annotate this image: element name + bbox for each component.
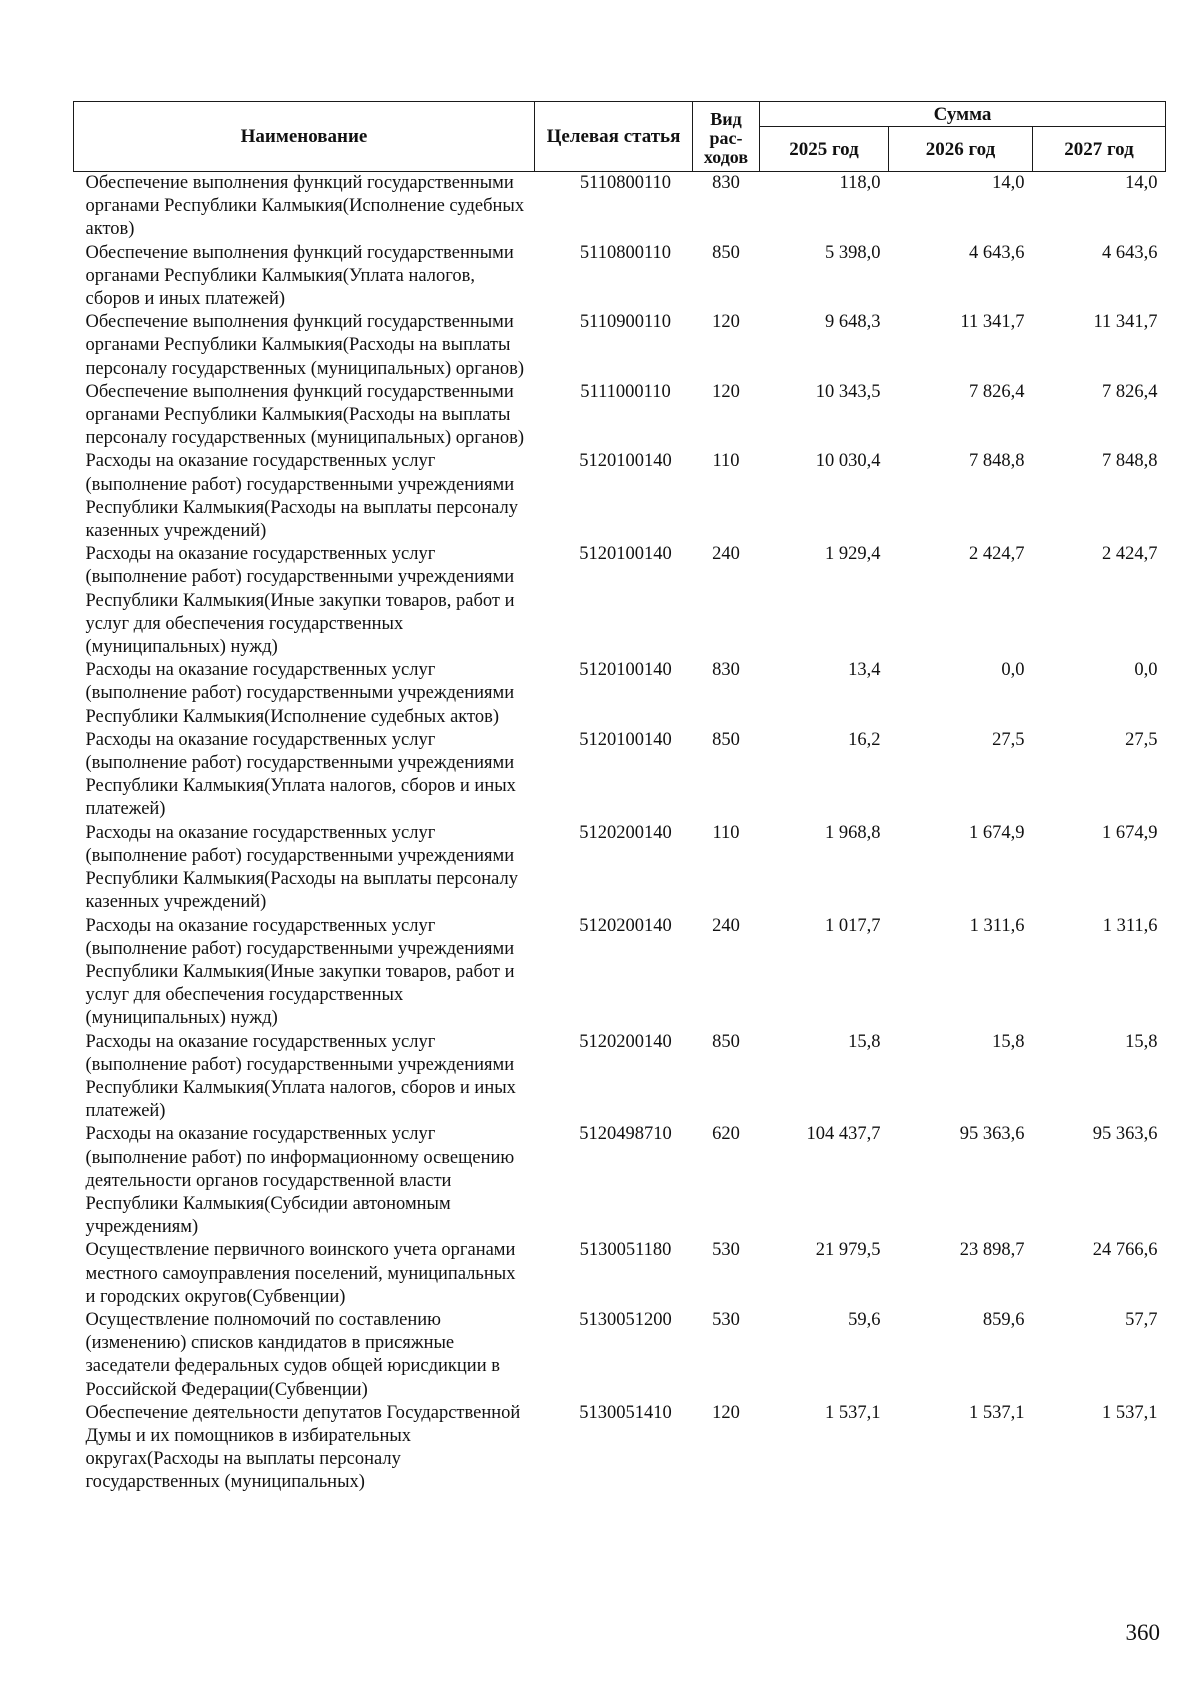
header-sum: Сумма [760,102,1166,127]
row-target-article: 5120498710 [579,1124,672,1145]
row-sum-2026: 27,5 [992,729,1025,750]
row-expense-type: 620 [712,1124,740,1145]
row-sum-2026: 14,0 [992,173,1025,193]
row-target-article: 5120200140 [579,1031,672,1052]
row-sum-2026: 4 643,6 [969,242,1025,263]
row-sum-2026: 1 311,6 [969,915,1025,936]
row-sum-2026: 1 674,9 [969,822,1025,843]
row-sum-2027: 1 674,9 [1102,822,1158,843]
row-sum-2027: 15,8 [1125,1031,1158,1052]
table-row [74,1402,1166,1495]
table-row [74,172,1166,242]
row-name: Расходы на оказание государственных услуг (выполнение работ) государственными учреждениями Республики Калмыкия(Иные закупки товаров, работ и услуг для обеспечения государственных (муниципальных) нужд) [85,915,515,1029]
row-sum-2026: 0,0 [1001,660,1025,681]
page-number: 360 [1125,1620,1160,1645]
table-row [74,915,1166,1031]
row-name: Расходы на оказание государственных услуг (выполнение работ) государственными учреждениями Республики Калмыкия(Иные закупки товаров, работ и услуг для обеспечения государственных (муниципальных) нужд) [85,544,515,658]
header-year-2027: 2027 год [1033,127,1166,172]
row-expense-type: 830 [712,660,740,681]
table-row [74,450,1166,543]
row-sum-2025: 1 929,4 [825,544,881,565]
row-target-article: 5120100140 [579,544,672,565]
row-name: Расходы на оказание государственных услуг (выполнение работ) государственными учреждениями Республики Калмыкия(Уплата налогов, сборов и иных платежей) [85,729,516,820]
row-sum-2026: 23 898,7 [959,1240,1025,1261]
row-sum-2027: 95 363,6 [1092,1124,1158,1145]
row-sum-2025: 10 030,4 [815,451,881,472]
row-sum-2027: 1 537,1 [1102,1402,1158,1423]
budget-table [73,101,1166,1495]
row-expense-type: 120 [712,312,740,333]
row-sum-2027: 57,7 [1125,1309,1158,1330]
row-target-article: 5120200140 [579,915,672,936]
row-sum-2025: 15,8 [848,1031,881,1052]
table-row [74,1239,1166,1309]
table-row [74,1309,1166,1402]
row-name: Расходы на оказание государственных услуг (выполнение работ) государственными учреждениями Республики Калмыкия(Расходы на выплаты персоналу казенных учреждений) [85,451,519,542]
table-row [74,659,1166,729]
row-sum-2025: 1 968,8 [825,822,881,843]
row-sum-2025: 21 979,5 [815,1240,881,1261]
row-sum-2026: 95 363,6 [959,1124,1025,1145]
row-target-article: 5110800110 [579,173,672,193]
row-sum-2027: 24 766,6 [1092,1240,1158,1261]
row-sum-2025: 59,6 [848,1309,881,1330]
row-expense-type: 850 [712,729,740,750]
row-sum-2027: 11 341,7 [1093,312,1158,333]
row-sum-2025: 118,0 [839,173,881,193]
row-sum-2025: 13,4 [848,660,881,681]
table-row [74,822,1166,915]
row-sum-2026: 15,8 [992,1031,1025,1052]
row-sum-2025: 16,2 [848,729,881,750]
row-target-article: 5120100140 [579,451,672,472]
row-sum-2026: 11 341,7 [960,312,1025,333]
table-row [74,729,1166,822]
table-row [74,381,1166,451]
row-sum-2026: 1 537,1 [969,1402,1025,1423]
row-target-article: 5130051410 [579,1402,672,1423]
row-target-article: 5130051200 [579,1309,672,1330]
row-sum-2027: 27,5 [1125,729,1158,750]
row-sum-2027: 4 643,6 [1102,242,1158,263]
row-sum-2027: 14,0 [1125,173,1158,193]
row-expense-type: 830 [712,173,740,193]
row-sum-2027: 1 311,6 [1102,915,1158,936]
row-expense-type: 530 [712,1240,740,1261]
row-sum-2025: 1 537,1 [825,1402,881,1423]
row-sum-2027: 2 424,7 [1102,544,1158,565]
table-row [74,543,1166,659]
header-year-2025: 2025 год [760,127,889,172]
row-sum-2027: 7 848,8 [1102,451,1158,472]
table-header [74,102,1166,172]
row-sum-2026: 2 424,7 [969,544,1025,565]
row-sum-2025: 10 343,5 [815,381,881,402]
row-expense-type: 110 [712,822,740,843]
row-sum-2025: 104 437,7 [806,1124,881,1145]
row-sum-2025: 1 017,7 [825,915,881,936]
row-sum-2026: 7 826,4 [969,381,1025,402]
row-name: Расходы на оказание государственных услуг (выполнение работ) государственными учреждениями Республики Калмыкия(Расходы на выплаты персоналу казенных учреждений) [85,822,519,913]
row-expense-type: 240 [712,915,740,936]
row-name: Осуществление полномочий по составлению (изменению) списков кандидатов в присяжные заседатели федеральных судов общей юрисдикции в Российской Федерации(Субвенции) [85,1309,500,1400]
row-name: Обеспечение выполнения функций государственными органами Республики Калмыкия(Расходы на выплаты персоналу государственных (муниципальных) органов) [85,381,525,449]
row-target-article: 5110800110 [579,242,672,263]
row-name: Обеспечение выполнения функций государственными органами Республики Калмыкия(Расходы на выплаты персоналу государственных (муниципальных) органов) [85,312,525,379]
row-sum-2026: 859,6 [982,1309,1025,1330]
row-sum-2025: 5 398,0 [825,242,881,263]
row-sum-2027: 0,0 [1134,660,1158,681]
table-row [74,1031,1166,1124]
row-target-article: 5120100140 [579,660,672,681]
row-expense-type: 110 [712,451,740,472]
row-name: Расходы на оказание государственных услуг (выполнение работ) по информационному освещению деятельности органов государственной власти Республики Калмыкия(Субсидии автономным учреждениям) [85,1124,515,1238]
row-sum-2027: 7 826,4 [1102,381,1158,402]
row-name: Расходы на оказание государственных услуг (выполнение работ) государственными учреждениями Республики Калмыкия(Исполнение судебных актов) [85,660,515,727]
row-expense-type: 850 [712,242,740,263]
header-expense-type: Вид рас-ходов [693,102,760,172]
header-year-2026: 2026 год [889,127,1033,172]
row-target-article: 5120200140 [579,822,672,843]
row-expense-type: 850 [712,1031,740,1052]
row-expense-type: 530 [712,1309,740,1330]
row-name: Расходы на оказание государственных услуг (выполнение работ) государственными учреждениями Республики Калмыкия(Уплата налогов, сборов и иных платежей) [85,1031,516,1122]
table-row [74,242,1166,312]
row-sum-2026: 7 848,8 [969,451,1025,472]
row-sum-2025: 9 648,3 [825,312,881,333]
header-target-article: Целевая статья [535,102,693,172]
table-row [74,1123,1166,1239]
row-name: Обеспечение выполнения функций государственными органами Республики Калмыкия(Уплата налогов, сборов и иных платежей) [85,242,514,310]
row-target-article: 5110900110 [579,312,672,333]
row-target-article: 5130051180 [579,1240,672,1261]
table-row [74,311,1166,381]
row-expense-type: 240 [712,544,740,565]
row-name: Обеспечение деятельности депутатов Государственной Думы и их помощников в избирательных округах(Расходы на выплаты персоналу государственных (муниципальных) [85,1402,521,1493]
table-body [74,172,1166,1495]
row-target-article: 5111000110 [580,381,671,402]
row-expense-type: 120 [712,381,740,402]
row-name: Осуществление первичного воинского учета органами местного самоуправления поселений, муниципальных и городских округов(Субвенции) [85,1240,516,1307]
row-target-article: 5120100140 [579,729,672,750]
header-name: Наименование [74,102,535,172]
row-expense-type: 120 [712,1402,740,1423]
row-name: Обеспечение выполнения функций государственными органами Республики Калмыкия(Исполнение судебных актов) [85,173,525,240]
